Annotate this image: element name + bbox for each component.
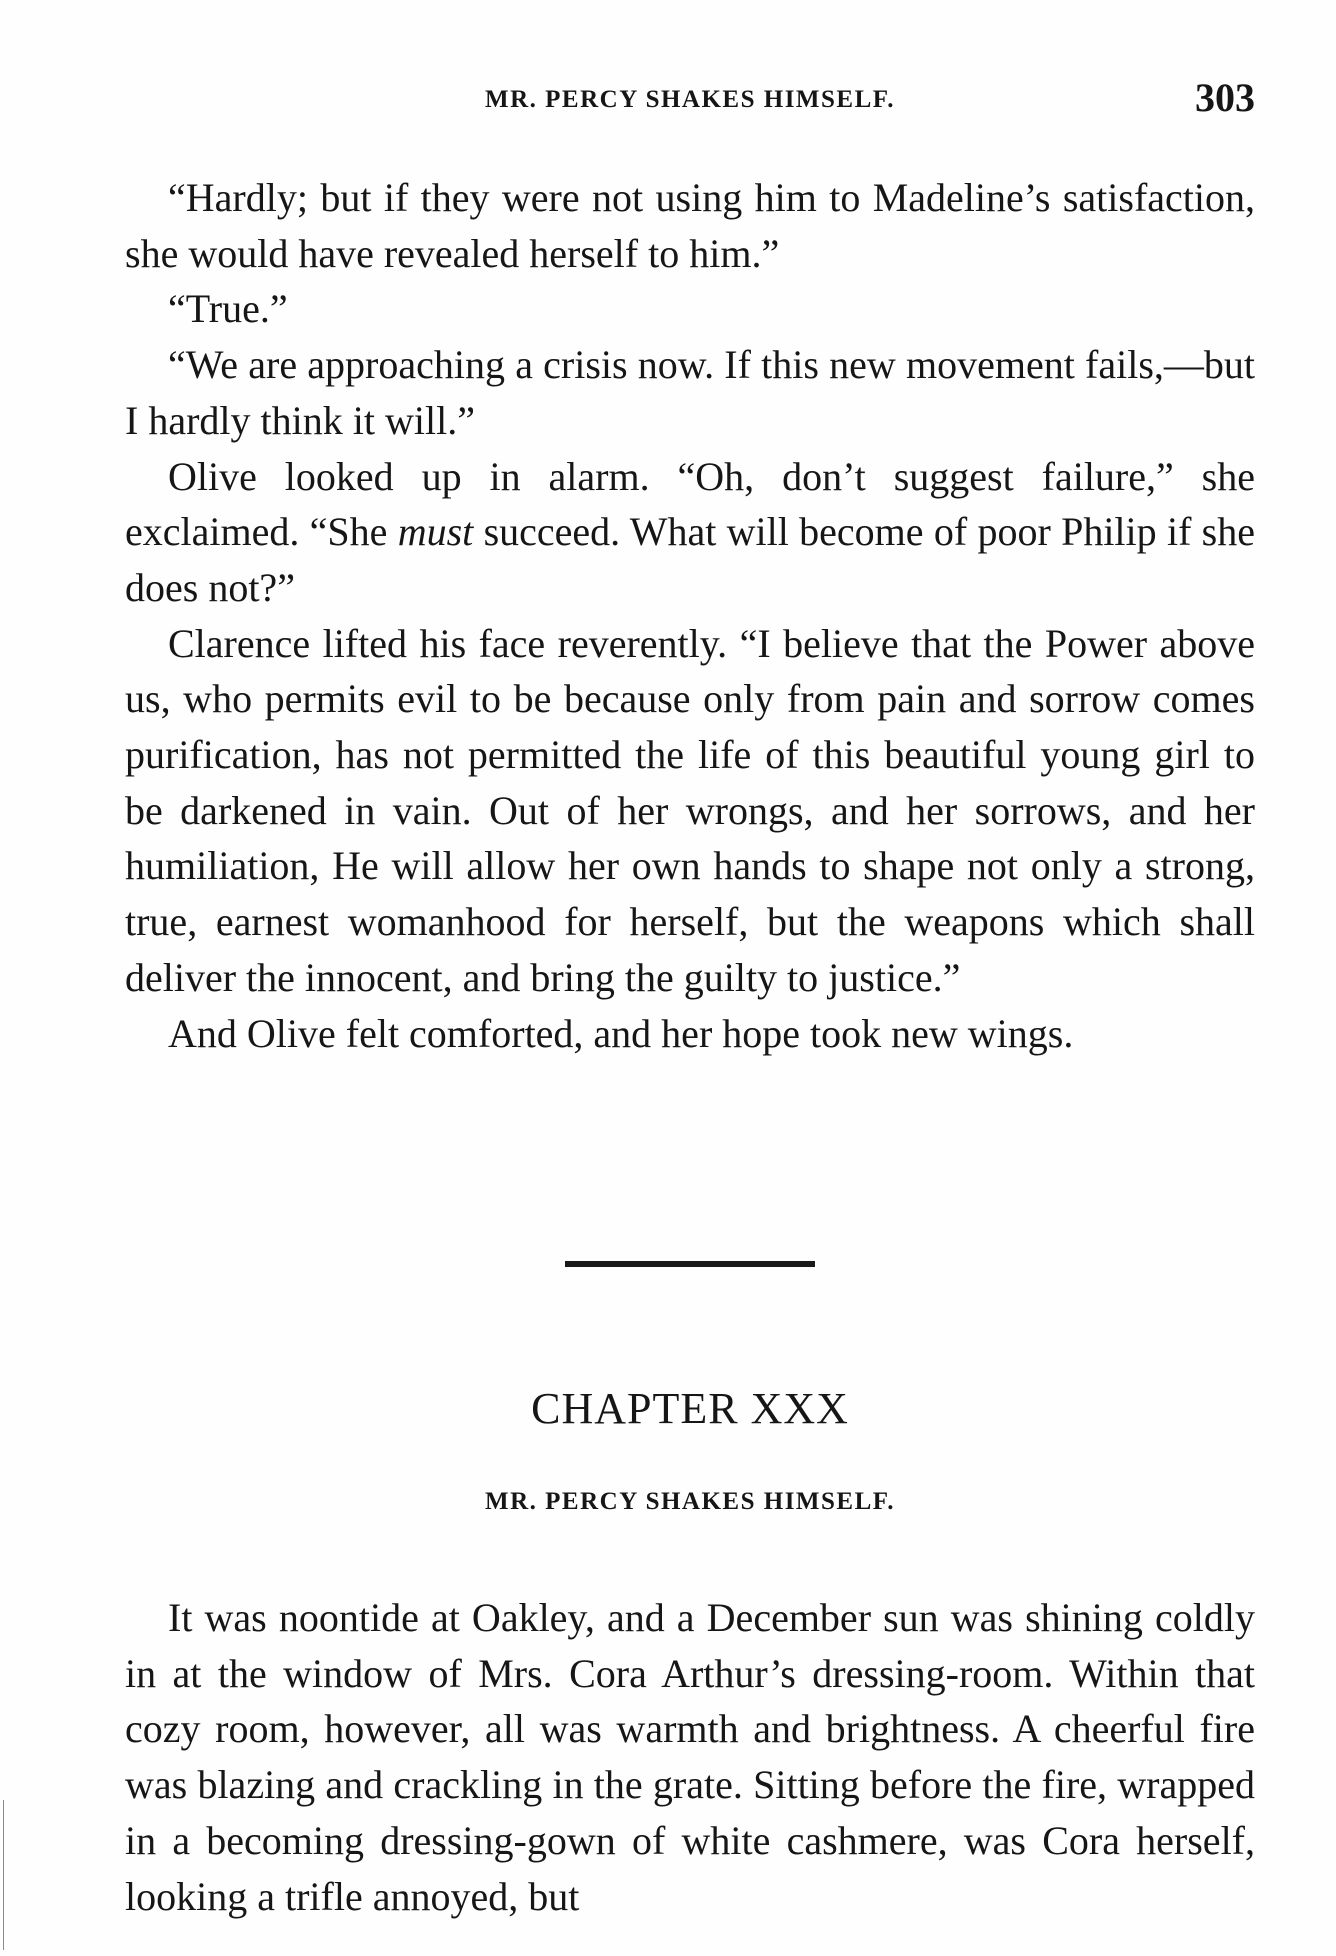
chapter-body-text: [125, 1590, 1255, 1924]
paragraph-text: succeed. What will become of poor Philip if she does not?”: [125, 509, 1256, 610]
paragraph: And Olive felt comforted, and her hope took new wings.: [168, 1010, 1074, 1056]
paragraph: “True.”: [168, 286, 288, 332]
running-head: [125, 74, 1255, 124]
paragraph: “We are approaching a crisis now. If this new movement fails,—but I hardly think it will.”: [125, 342, 1255, 443]
chapter-opening-paragraph: It was noontide at Oakley, and a December sun was shining coldly in at the window of Mrs. Cora Arthur’s dressing-room. Within that cozy room, however, all was warmth and brightness. A cheerful fire was blazing and crackling in the grate. Sitting before the fire, wrapped in a becoming dressing-gown of white cashmere, was Cora herself, looking a trifle annoyed, but: [125, 1595, 1255, 1919]
chapter-heading: CHAPTER XXX: [531, 1384, 849, 1433]
paragraph: “Hardly; but if they were not using him to Madeline’s satisfaction, she would have revealed herself to him.”: [125, 175, 1255, 276]
paragraph-text: Olive looked up in alarm. “Oh, don’t suggest failure,” she exclaimed. “She: [125, 453, 1255, 555]
section-divider: [565, 1261, 815, 1267]
body-text-continued: [125, 170, 1255, 1061]
page-number: 303: [1195, 75, 1255, 120]
chapter-subtitle: MR. PERCY SHAKES HIMSELF.: [484, 1488, 895, 1515]
paragraph: Clarence lifted his face reverently. “I believe that the Power above us, who permits evil to be because only from pain and sorrow comes purification, has not permitted the life of this beautiful young girl to be darkened in vain. Out of her wrongs, and her sorrows, and her humiliation, He will allow her own hands to shape not only a strong, true, earnest womanhood for herself, but the weapons which shall deliver the innocent, and bring the guilty to justice.”: [125, 620, 1255, 1000]
emphasized-word: must: [397, 509, 474, 555]
paragraph: [125, 449, 1255, 616]
running-title: MR. PERCY SHAKES HIMSELF.: [484, 86, 895, 113]
gutter-scan-line: [3, 1800, 4, 1950]
